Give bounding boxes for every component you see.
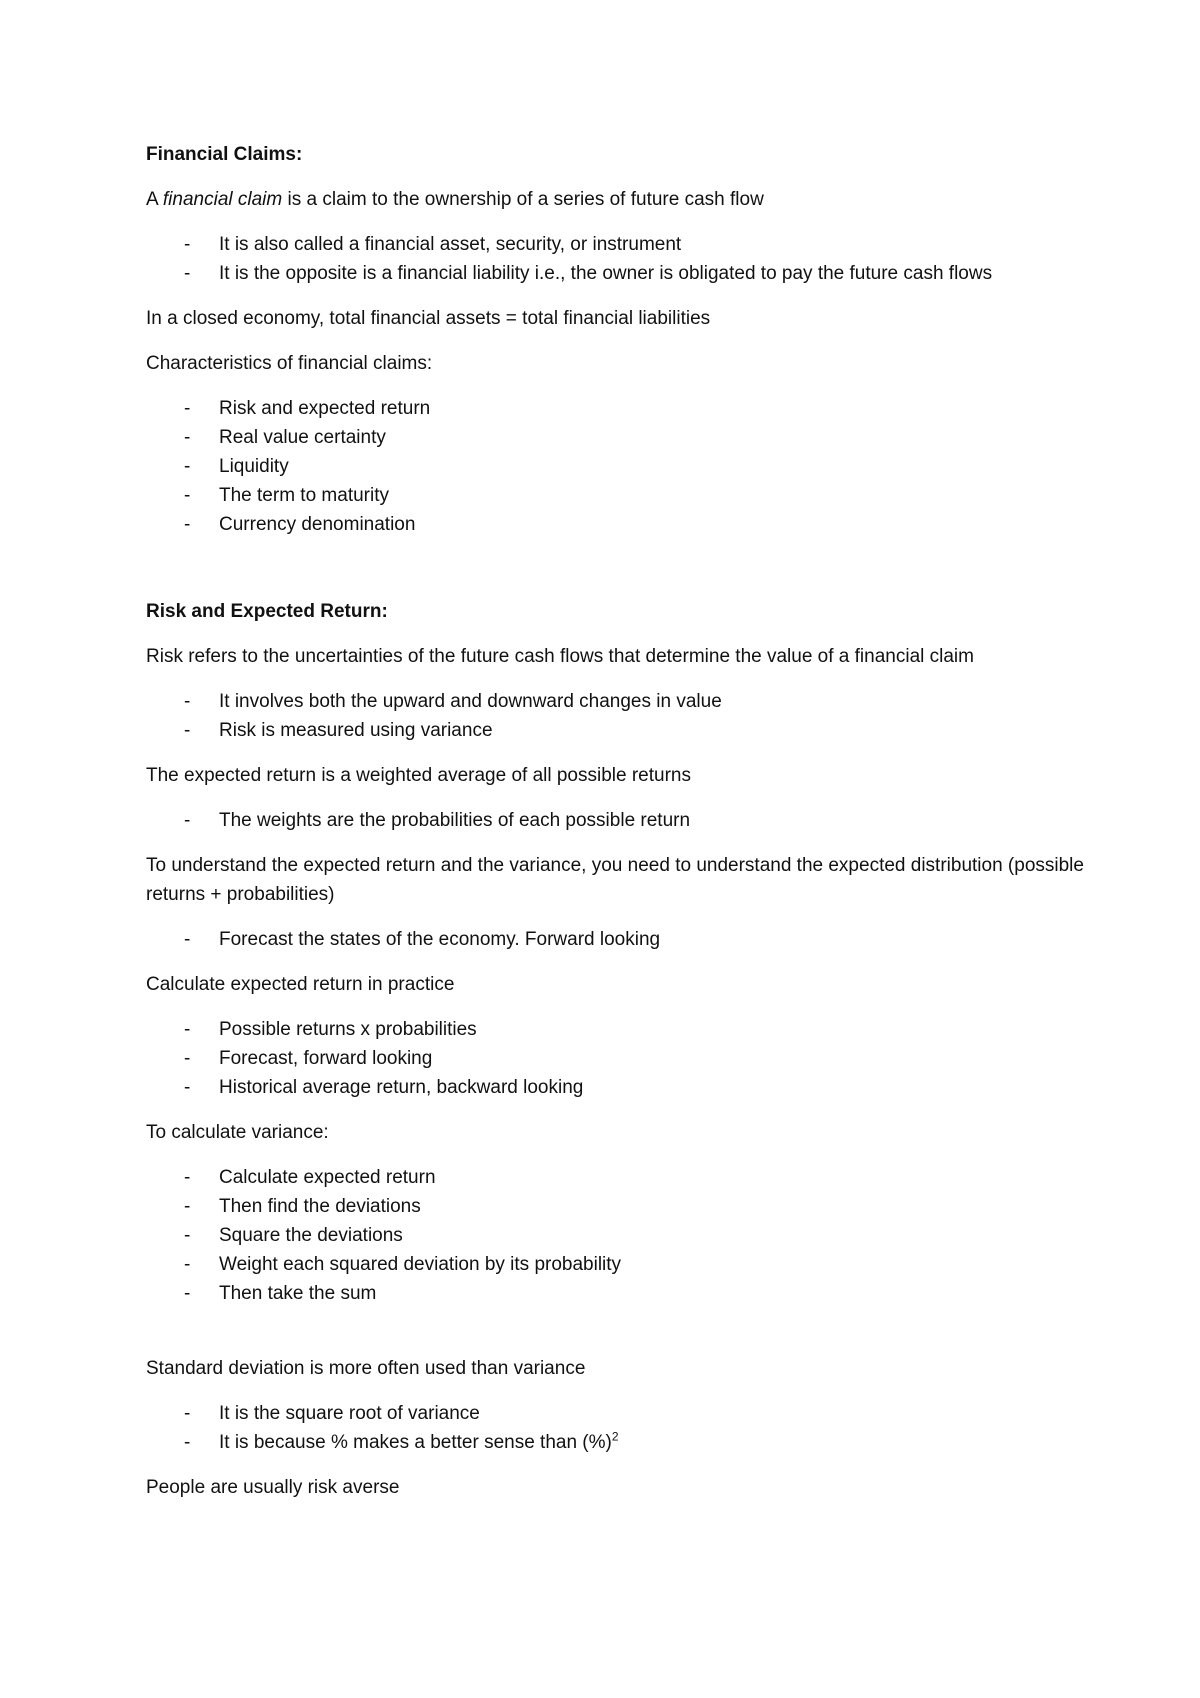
calculate-expected-return-intro: Calculate expected return in practice (146, 974, 455, 995)
list-item: - It involves both the upward and downward changes in value (184, 691, 722, 712)
calculate-expected-return-list (146, 1015, 1106, 1102)
list-item: - The term to maturity (184, 485, 389, 506)
list-item: - Possible returns x probabilities (184, 1019, 477, 1040)
term-financial-claim: financial claim (162, 189, 283, 210)
list-item: - Real value certainty (184, 427, 386, 448)
list-item: - Then take the sum (184, 1283, 377, 1304)
list-item: - It is also called a financial asset, security, or instrument (184, 234, 682, 255)
understand-bullet-list (146, 925, 1106, 954)
risk-definition: Risk refers to the uncertainties of the future cash flows that determine the value of a financial claim (146, 646, 974, 667)
standard-deviation-list (146, 1399, 1106, 1457)
section-heading-risk-expected-return: Risk and Expected Return: (146, 601, 388, 622)
variance-steps-list (146, 1163, 1106, 1308)
characteristics-intro: Characteristics of financial claims: (146, 353, 433, 374)
variance-intro: To calculate variance: (146, 1122, 329, 1143)
list-item: - The weights are the probabilities of each possible return (184, 810, 691, 831)
risk-averse-statement: People are usually risk averse (146, 1477, 400, 1498)
expected-return-definition: The expected return is a weighted average of all possible returns (146, 765, 691, 786)
list-item: - Historical average return, backward looking (184, 1077, 584, 1098)
financial-claim-definition: A financial claim is a claim to the ownership of a series of future cash flow (146, 189, 764, 210)
section-heading-financial-claims: Financial Claims: (146, 144, 303, 165)
paragraph-spacer (146, 1324, 1106, 1354)
closed-economy-statement: In a closed economy, total financial assets = total financial liabilities (146, 308, 711, 329)
list-item: - Calculate expected return (184, 1167, 436, 1188)
superscript-two: 2 (611, 1429, 619, 1444)
definition-bullet-list (146, 230, 1106, 288)
characteristics-list (146, 394, 1106, 539)
list-item: - Risk is measured using variance (184, 720, 493, 741)
list-item: - Currency denomination (184, 514, 416, 535)
list-item: - It is the square root of variance (184, 1403, 480, 1424)
expected-return-bullet-list (146, 806, 1106, 835)
list-item: - Then find the deviations (184, 1196, 421, 1217)
list-item: - Forecast the states of the economy. Forward looking (184, 929, 661, 950)
list-item: - Forecast, forward looking (184, 1048, 433, 1069)
standard-deviation-intro: Standard deviation is more often used than variance (146, 1358, 586, 1379)
list-item: - Weight each squared deviation by its probability (184, 1254, 622, 1275)
list-item: - Risk and expected return (184, 398, 431, 419)
document-content (146, 140, 1106, 1518)
understand-distribution: To understand the expected return and the variance, you need to understand the expected distribution (possible returns + probabilities) (146, 855, 1084, 905)
section-spacer (146, 555, 1106, 597)
list-item: - Square the deviations (184, 1225, 403, 1246)
list-item: - It is the opposite is a financial liability i.e., the owner is obligated to pay the future cash flows (184, 263, 993, 284)
list-item: - Liquidity (184, 456, 289, 477)
risk-bullet-list (146, 687, 1106, 745)
list-item: - It is because % makes a better sense than (%)$^2$ (184, 1429, 619, 1453)
